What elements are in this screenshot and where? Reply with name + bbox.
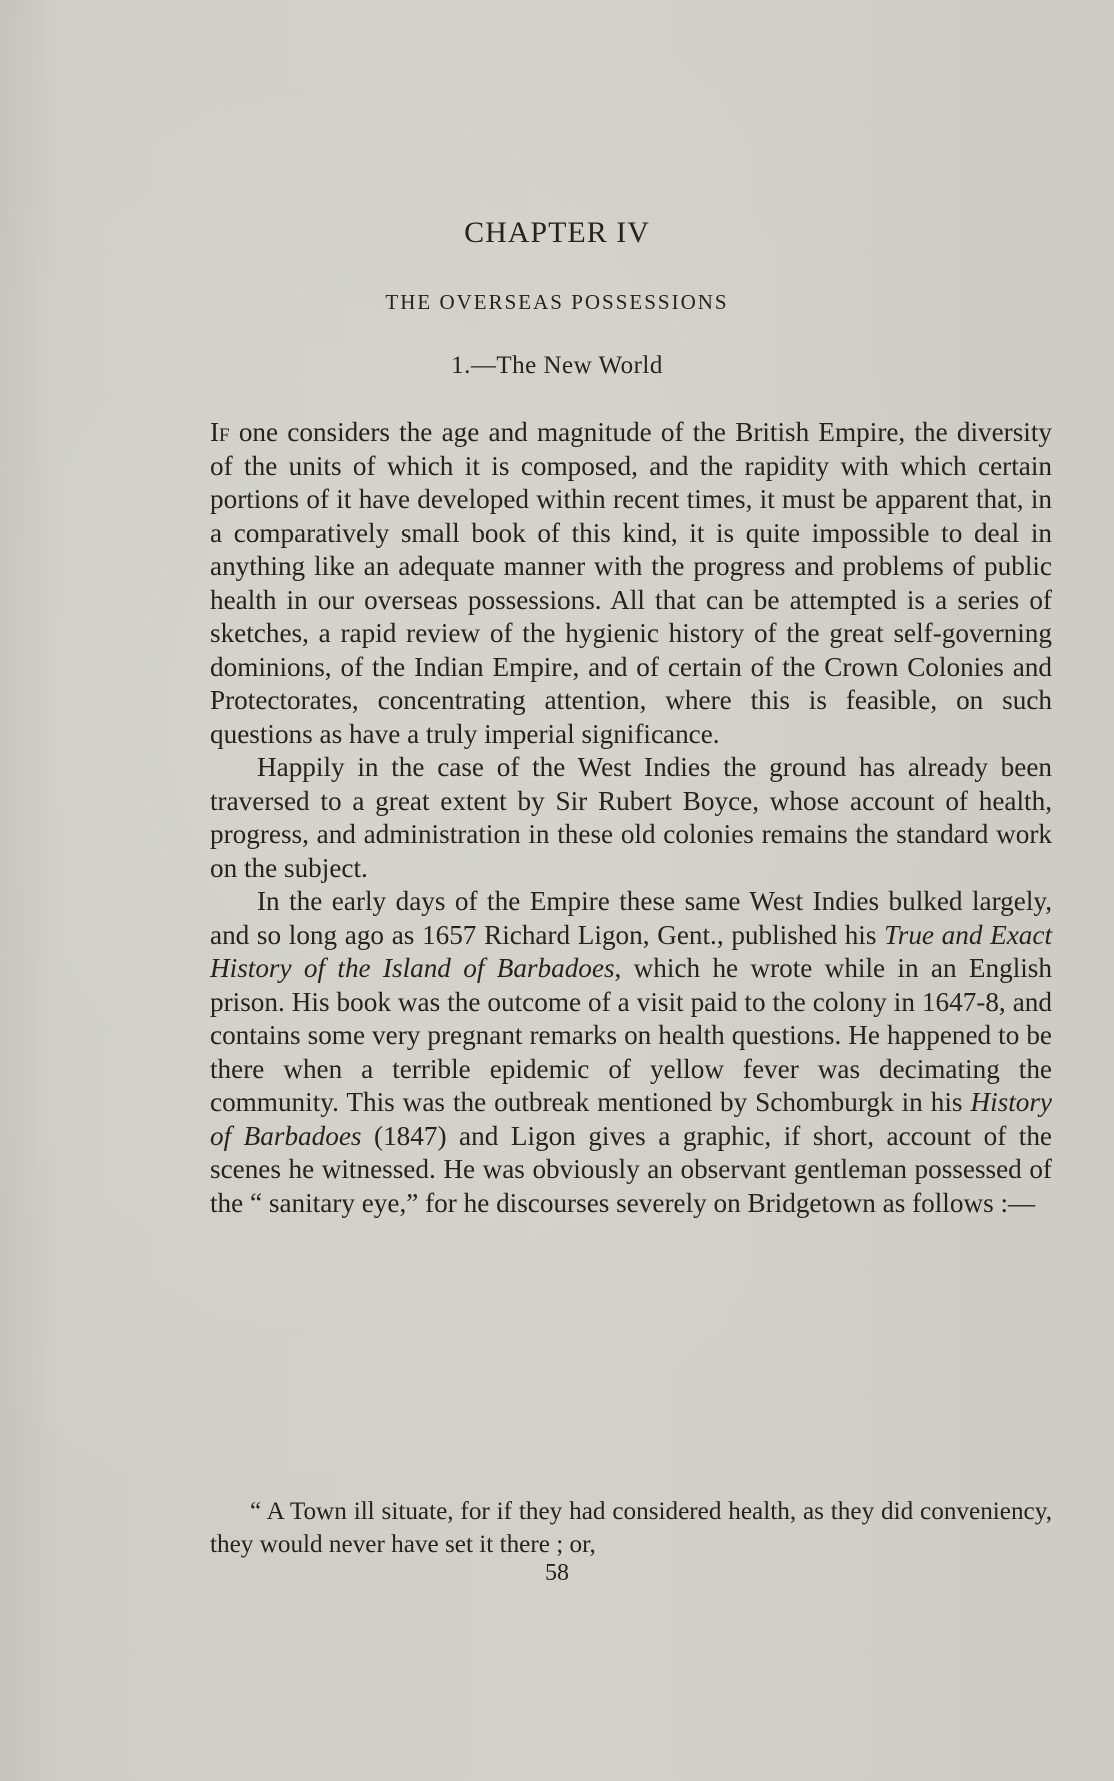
paragraph-2: Happily in the case of the West Indies the ground has already been traversed to a great extent by Sir Rubert Boyce, whose account of health, progress, and administration in these old colonies remains the standard work on the subject. bbox=[210, 752, 1052, 883]
paragraph-1-lead: If bbox=[210, 417, 230, 447]
book-title-ligon: True and Exact History of the Island of Barbadoes bbox=[210, 919, 1052, 983]
book-title-schomburgk: History of Barbadoes bbox=[210, 1087, 1052, 1151]
paragraph-3-text-2: , which he wrote while in an English prison. His book was the outcome of a visit paid to the colony in 1647-8, and contains some very pregnant remarks on health questions. He happened to be there when a terrible epidemic of yellow fever was decimating the community. This was the outbreak mentioned by Schomburgk in his bbox=[210, 953, 1052, 1117]
chapter-title: CHAPTER IV bbox=[464, 216, 650, 249]
subsection-title: 1.—The New World bbox=[451, 352, 663, 379]
section-title: THE OVERSEAS POSSESSIONS bbox=[385, 290, 729, 314]
paragraph-1 bbox=[210, 416, 1052, 751]
paragraph-3 bbox=[210, 885, 1052, 1220]
page-number: 58 bbox=[545, 1560, 569, 1586]
paragraph-3-text-3: (1847) and Ligon gives a graphic, if short, account of the scenes he witnessed. He was obviously an observant gentleman possessed of the “ sanitary eye,” for he discourses severely on Bridgetown as follows :— bbox=[210, 1120, 1053, 1218]
quote-text: “ A Town ill situate, for if they had considered health, as they did conveniency, they would never have set it there ; or, bbox=[210, 1498, 1052, 1558]
block-quote bbox=[210, 1495, 1052, 1561]
body-text bbox=[210, 416, 1052, 1220]
paragraph-1-text: one considers the age and magnitude of the British Empire, the diversity of the units of which it is composed, and the rapidity with which certain portions of it have developed within recent times, it must be apparent that, in a comparatively small book of this kind, it is quite impossible to deal in anything like an adequate manner with the progress and problems of public health in our overseas possessions. All that can be attempted is a series of sketches, a rapid review of the hygienic history of the great self-governing dominions, of the Indian Empire, and of certain of the Crown Colonies and Protectorates, concentrating attention, where this is feasible, on such questions as have a truly imperial significance. bbox=[210, 417, 1052, 749]
paragraph-3-text-1: In the early days of the Empire these same West Indies bulked largely, and so long ago as 1657 Richard Ligon, Gent., published his bbox=[210, 886, 1052, 950]
